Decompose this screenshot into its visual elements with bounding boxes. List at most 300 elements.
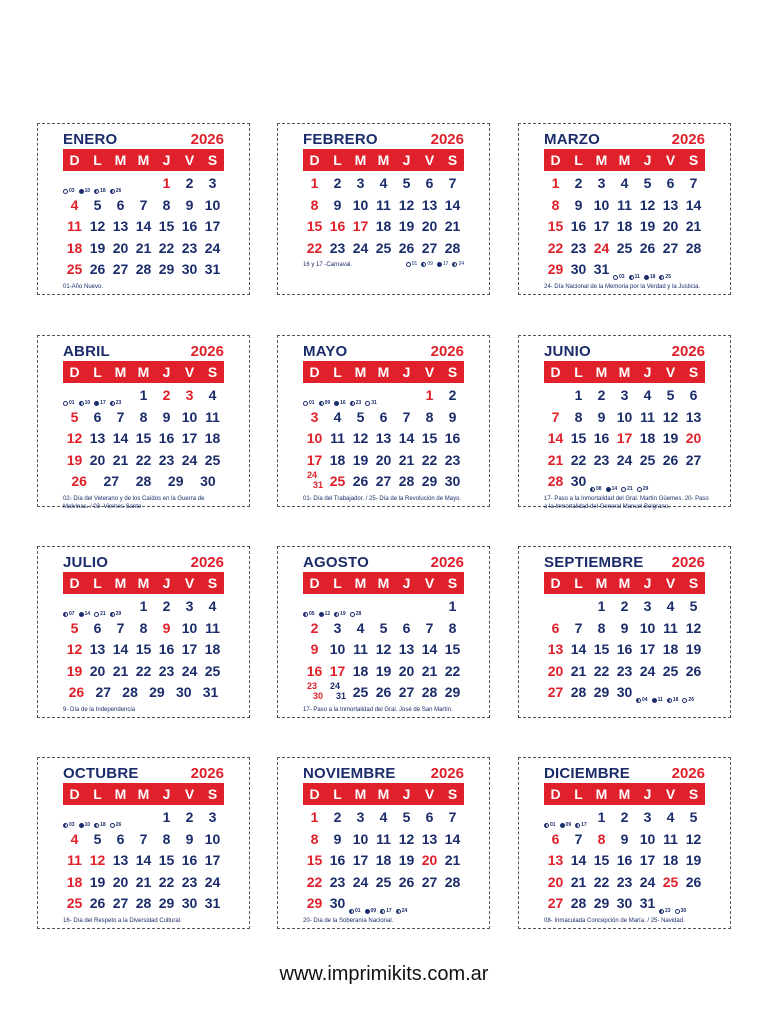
day-cell: 14 — [135, 852, 152, 868]
day-cell: 13 — [421, 196, 438, 213]
month-name: ABRIL — [63, 343, 110, 360]
day-cell: 14 — [444, 830, 461, 847]
week-row — [303, 639, 464, 661]
day-cell: 4 — [643, 387, 652, 403]
day-grid — [63, 807, 224, 915]
day-cell: 11 — [205, 619, 220, 636]
day-cell: 18 — [616, 218, 633, 234]
day-cell: 8 — [448, 619, 457, 636]
day-grid — [63, 385, 224, 493]
day-cell: 13 — [398, 641, 415, 657]
moon-half-icon — [629, 275, 634, 280]
weekday-label: M — [618, 152, 631, 168]
weekday-label: M — [377, 575, 390, 591]
day-cell: 3 — [185, 387, 194, 403]
day-cell: 13 — [112, 218, 129, 234]
moon-phase-day: 31 — [371, 400, 377, 406]
moon-phase-day: 11 — [634, 274, 640, 280]
day-cell: 26 — [89, 895, 106, 911]
day-cell: 19 — [66, 451, 83, 468]
day-cell: 5 — [70, 408, 79, 425]
empty-cell — [544, 596, 567, 618]
moon-phase-day: 10 — [84, 400, 91, 406]
week-row — [303, 195, 464, 217]
moon-phase-day: 17 — [100, 400, 106, 406]
day-cell: 9 — [185, 830, 194, 847]
week-row — [63, 661, 224, 683]
weekday-label: S — [447, 786, 458, 802]
weekday-label: V — [424, 786, 435, 802]
weekday-label: S — [688, 152, 699, 168]
weekday-label: L — [93, 786, 102, 802]
moon-phase — [652, 690, 663, 712]
day-cell: 6 — [116, 196, 125, 213]
day-cell: 9 — [574, 196, 583, 213]
weekday-label: D — [69, 152, 80, 168]
moon-phase-cell — [63, 173, 122, 195]
day-cell: 24 — [639, 873, 656, 890]
day-cell: 30 — [570, 261, 587, 277]
weekday-label: J — [402, 364, 411, 380]
day-cell: 30 — [616, 684, 633, 700]
weekday-label: D — [69, 575, 80, 591]
day-cell: 27 — [685, 451, 702, 468]
moon-new-icon — [613, 275, 618, 280]
day-cell: 2 — [185, 175, 194, 191]
moon-phase-day: 05 — [309, 611, 315, 617]
week-row — [544, 596, 705, 618]
day-cell: 10 — [352, 196, 369, 213]
weekday-label: L — [574, 152, 583, 168]
weekday-label: S — [207, 786, 218, 802]
day-cell: 3 — [620, 387, 629, 403]
day-number: 24 — [307, 470, 318, 480]
day-cell: 13 — [685, 408, 702, 425]
moon-new-icon — [406, 262, 411, 267]
week-row — [544, 195, 705, 217]
week-row — [303, 471, 464, 493]
day-cell: 15 — [593, 852, 610, 868]
month-card-diciembre — [518, 757, 731, 929]
weekday-label: M — [114, 152, 127, 168]
holiday-note: 9- Día de la Independencia — [63, 706, 136, 713]
weekday-label: S — [688, 786, 699, 802]
day-cell: 13 — [547, 641, 564, 657]
day-cell: 2 — [620, 598, 629, 614]
day-cell: 21 — [685, 218, 702, 234]
day-cell: 5 — [643, 175, 652, 191]
empty-cell — [132, 173, 155, 195]
moon-phase-day: 03 — [69, 188, 75, 194]
weekday-label: J — [162, 575, 171, 591]
day-cell: 15 — [421, 430, 438, 446]
moon-half-icon — [63, 612, 68, 617]
day-cell: 23 — [593, 451, 610, 468]
day-cell: 25 — [204, 451, 221, 468]
day-cell: 7 — [448, 809, 457, 825]
weekday-label: L — [574, 364, 583, 380]
day-cell: 15 — [444, 641, 461, 657]
moon-phase-day: 17 — [442, 261, 449, 267]
weekday-label: D — [550, 152, 561, 168]
week-row — [303, 661, 464, 683]
day-cell: 20 — [375, 451, 392, 468]
week-row — [303, 216, 464, 238]
day-cell: 6 — [551, 830, 560, 847]
day-cell: 6 — [379, 408, 388, 425]
empty-cell — [567, 596, 590, 618]
moon-half-icon — [575, 823, 580, 828]
moon-phase-day: 24 — [458, 261, 464, 267]
moon-phase — [636, 690, 648, 712]
day-cell: 2 — [448, 387, 457, 403]
day-cell: 5 — [402, 175, 411, 191]
day-cell: 23 — [329, 873, 346, 890]
day-grid — [303, 596, 464, 704]
day-grid — [63, 596, 224, 704]
day-cell: 17 — [329, 662, 346, 679]
month-year: 2026 — [430, 343, 464, 360]
weekday-label: S — [447, 364, 458, 380]
weekday-bar — [544, 572, 705, 594]
weekday-bar — [63, 572, 224, 594]
day-cell: 13 — [421, 830, 438, 847]
day-cell: 12 — [662, 408, 679, 425]
day-cell: 9 — [185, 196, 194, 213]
holiday-note: 01-Año Nuevo. — [63, 283, 104, 290]
day-cell: 1 — [162, 809, 171, 825]
day-cell: 11 — [663, 619, 678, 636]
day-cell: 1 — [162, 175, 171, 191]
week-row — [303, 807, 464, 829]
day-cell-double — [303, 682, 326, 704]
weekday-label: V — [424, 364, 435, 380]
weekday-label: M — [354, 575, 367, 591]
week-row — [544, 639, 705, 661]
moon-full-icon — [365, 909, 370, 914]
day-cell: 4 — [208, 598, 217, 614]
moon-phase-day: 10 — [84, 188, 91, 194]
moon-half-icon — [396, 909, 401, 914]
day-cell: 25 — [639, 451, 656, 468]
day-cell: 24 — [352, 239, 369, 256]
day-cell: 12 — [685, 830, 702, 847]
month-card-noviembre — [277, 757, 490, 929]
moon-phase-day: 03 — [619, 274, 625, 280]
day-cell: 26 — [89, 261, 106, 277]
day-cell: 22 — [306, 873, 323, 890]
week-row — [544, 238, 705, 260]
moon-new-icon — [365, 401, 370, 406]
day-cell: 18 — [329, 451, 346, 468]
day-cell: 20 — [421, 852, 438, 868]
day-cell: 7 — [448, 175, 457, 191]
day-cell: 10 — [639, 830, 656, 847]
moon-phase-day: 16 — [340, 400, 346, 406]
day-cell: 11 — [640, 408, 655, 425]
weekday-label: M — [137, 786, 150, 802]
weekday-bar — [544, 361, 705, 383]
weekday-label: L — [574, 786, 583, 802]
month-name: MAYO — [303, 343, 348, 360]
day-cell: 17 — [181, 430, 198, 446]
day-cell: 3 — [208, 809, 217, 825]
day-cell: 27 — [662, 239, 679, 256]
day-cell: 16 — [181, 218, 198, 234]
weekday-bar — [544, 783, 705, 805]
day-cell: 9 — [620, 619, 629, 636]
weekday-label: J — [402, 786, 411, 802]
weekday-label: M — [595, 575, 608, 591]
weekday-label: V — [184, 575, 195, 591]
moon-phase-day: 26 — [115, 822, 122, 828]
week-row — [63, 238, 224, 260]
day-cell: 16 — [306, 662, 323, 679]
day-cell: 2 — [185, 809, 194, 825]
weekday-label: M — [137, 575, 150, 591]
weekday-label: J — [643, 786, 652, 802]
weekday-label: J — [643, 364, 652, 380]
day-cell: 26 — [398, 239, 415, 256]
day-cell: 25 — [662, 873, 679, 890]
day-cell: 29 — [593, 684, 610, 700]
month-year: 2026 — [671, 554, 705, 571]
month-card-junio — [518, 335, 731, 510]
moon-new-icon — [110, 823, 115, 828]
month-name: DICIEMBRE — [544, 765, 630, 782]
week-row — [544, 407, 705, 429]
weekday-label: L — [333, 364, 342, 380]
day-cell: 27 — [421, 873, 438, 890]
moon-phase-day: 01 — [69, 400, 75, 406]
moon-phase-cell — [544, 807, 590, 829]
weekday-label: V — [665, 364, 676, 380]
day-cell: 19 — [375, 662, 392, 679]
week-row — [63, 428, 224, 450]
week-row — [63, 893, 224, 915]
moon-phase-cell — [659, 893, 705, 915]
day-cell: 10 — [616, 408, 633, 425]
day-cell: 21 — [112, 451, 129, 468]
day-grid — [303, 385, 464, 493]
day-cell: 19 — [639, 218, 656, 234]
day-cell: 7 — [574, 619, 583, 636]
day-cell: 20 — [112, 873, 129, 890]
day-cell: 30 — [175, 684, 192, 700]
moon-new-icon — [63, 401, 68, 406]
moon-new-icon — [675, 909, 680, 914]
moon-phase-day: 01 — [355, 908, 361, 914]
holiday-note: 01- Día del Trabajador. / 25- Día de la Revolución de Mayo. — [303, 495, 462, 502]
week-row — [303, 385, 464, 407]
moon-phase-cell — [303, 596, 441, 618]
moon-phase-day: 30 — [680, 908, 687, 914]
weekday-label: L — [333, 152, 342, 168]
day-cell-double — [326, 682, 349, 704]
day-cell: 4 — [379, 175, 388, 191]
day-cell: 14 — [570, 852, 587, 868]
weekday-label: J — [402, 152, 411, 168]
day-cell: 17 — [352, 852, 369, 868]
month-card-julio — [37, 546, 250, 718]
weekday-label: D — [69, 364, 80, 380]
moon-phase-day: 19 — [340, 611, 346, 617]
weekday-label: D — [309, 786, 320, 802]
week-row — [63, 385, 224, 407]
moon-phase-day: 18 — [649, 274, 656, 280]
day-cell: 11 — [663, 830, 678, 847]
moon-half-icon — [350, 401, 355, 406]
day-cell: 23 — [616, 873, 633, 890]
day-cell: 17 — [204, 852, 221, 868]
day-cell: 22 — [444, 662, 461, 679]
moon-phase-day: 10 — [84, 822, 91, 828]
day-cell: 26 — [662, 451, 679, 468]
day-cell: 21 — [444, 218, 461, 234]
day-cell: 14 — [112, 641, 129, 657]
day-cell: 31 — [639, 895, 656, 911]
day-cell: 2 — [597, 387, 606, 403]
day-cell: 21 — [135, 873, 152, 890]
week-row — [544, 682, 705, 704]
day-number: 30 — [313, 691, 324, 701]
week-row — [303, 850, 464, 872]
day-cell: 4 — [208, 387, 217, 403]
weekday-bar — [63, 783, 224, 805]
day-cell: 3 — [356, 809, 365, 825]
day-cell: 27 — [375, 473, 392, 489]
day-cell: 7 — [689, 175, 698, 191]
moon-phase-day: 18 — [100, 822, 106, 828]
day-cell: 9 — [448, 408, 457, 425]
day-cell: 31 — [593, 261, 610, 277]
moon-phase — [667, 690, 679, 712]
day-cell: 20 — [662, 218, 679, 234]
day-cell: 20 — [89, 662, 106, 679]
day-cell: 26 — [685, 662, 702, 679]
day-cell: 25 — [375, 239, 392, 256]
month-name: ENERO — [63, 131, 118, 148]
day-cell: 1 — [139, 598, 148, 614]
day-grid — [544, 807, 705, 915]
day-cell: 18 — [662, 641, 679, 657]
holiday-note: 16- Día del Respeto a la Diversidad Cultural. — [63, 917, 182, 924]
day-cell: 11 — [353, 641, 368, 657]
moon-phase-day: 28 — [355, 611, 362, 617]
moon-phase-day: 01 — [550, 822, 556, 828]
month-year: 2026 — [190, 554, 224, 571]
week-row — [544, 893, 705, 915]
moon-phase-day: 01 — [411, 261, 418, 267]
month-name: MARZO — [544, 131, 600, 148]
weekday-bar — [303, 361, 464, 383]
holiday-note: 08- Inmaculada Concepción de María. / 25- Navidad. — [544, 917, 685, 924]
day-grid — [303, 807, 464, 915]
day-cell: 19 — [685, 641, 702, 657]
day-cell: 20 — [547, 873, 564, 890]
day-cell: 30 — [616, 895, 633, 911]
day-cell: 15 — [570, 430, 587, 446]
week-row — [63, 471, 224, 493]
day-grid — [544, 385, 705, 493]
moon-half-icon — [380, 909, 385, 914]
day-cell: 3 — [333, 619, 342, 636]
day-cell: 19 — [66, 662, 83, 679]
month-year: 2026 — [671, 131, 705, 148]
day-cell: 14 — [547, 430, 564, 446]
day-cell: 12 — [639, 196, 656, 213]
moon-phase-day: 18 — [100, 188, 106, 194]
week-row — [63, 807, 224, 829]
weekday-label: M — [377, 152, 390, 168]
day-cell: 22 — [570, 451, 587, 468]
moon-phase-day: 09 — [324, 400, 331, 406]
day-cell: 5 — [379, 619, 388, 636]
day-cell: 26 — [375, 684, 392, 700]
day-cell: 3 — [356, 175, 365, 191]
day-cell: 23 — [570, 239, 587, 256]
day-cell: 11 — [617, 196, 632, 213]
day-cell: 21 — [398, 451, 415, 468]
day-cell: 25 — [616, 239, 633, 256]
moon-full-icon — [652, 698, 657, 703]
week-row — [544, 385, 705, 407]
month-name: FEBRERO — [303, 131, 378, 148]
day-cell: 16 — [158, 430, 175, 446]
week-row — [63, 173, 224, 195]
day-cell: 20 — [547, 662, 564, 679]
week-row — [303, 407, 464, 429]
day-cell: 11 — [376, 830, 391, 847]
moon-phase — [421, 261, 433, 267]
day-cell: 24 — [593, 239, 610, 256]
day-cell: 21 — [570, 662, 587, 679]
day-cell: 12 — [89, 852, 106, 868]
week-row — [303, 238, 464, 260]
day-cell: 6 — [666, 175, 675, 191]
day-cell: 18 — [204, 430, 221, 446]
moon-new-icon — [621, 487, 626, 492]
day-cell: 12 — [685, 619, 702, 636]
day-cell: 29 — [444, 684, 461, 700]
day-cell: 31 — [204, 895, 221, 911]
day-cell: 2 — [162, 387, 171, 403]
day-cell: 10 — [593, 196, 610, 213]
day-cell: 2 — [620, 809, 629, 825]
moon-phase-day: 03 — [69, 822, 75, 828]
day-cell: 15 — [135, 641, 152, 657]
day-cell: 3 — [643, 598, 652, 614]
day-cell: 1 — [597, 598, 606, 614]
month-year: 2026 — [190, 765, 224, 782]
day-cell: 27 — [103, 473, 120, 489]
day-cell: 28 — [122, 684, 138, 700]
moon-phase-day: 21 — [627, 486, 633, 492]
day-cell: 16 — [158, 641, 175, 657]
moon-full-icon — [79, 189, 84, 194]
day-cell: 17 — [306, 451, 323, 468]
day-cell: 5 — [93, 830, 102, 847]
day-cell: 12 — [66, 641, 83, 657]
day-cell: 30 — [200, 473, 216, 489]
month-year: 2026 — [430, 765, 464, 782]
weekday-label: V — [184, 786, 195, 802]
moon-phase-day: 04 — [642, 697, 648, 703]
day-cell: 8 — [425, 408, 434, 425]
day-grid — [63, 173, 224, 281]
moon-phase-day: 25 — [665, 274, 671, 280]
day-cell: 27 — [112, 895, 129, 911]
